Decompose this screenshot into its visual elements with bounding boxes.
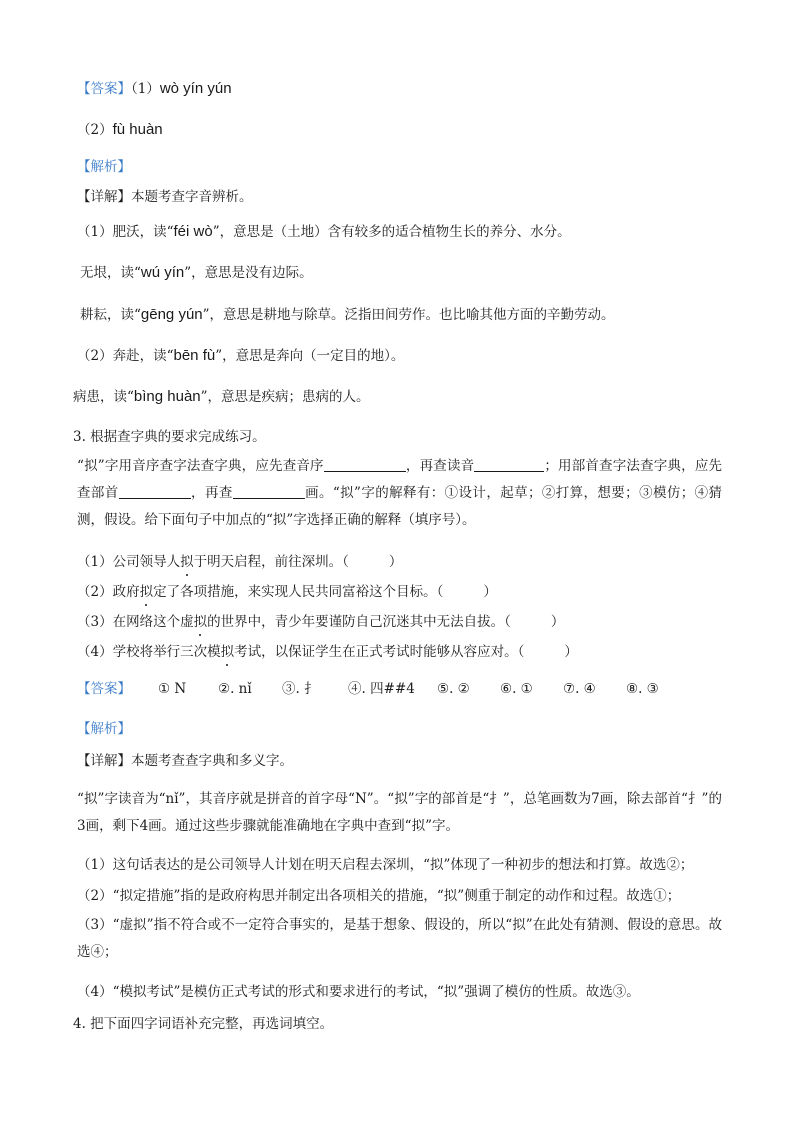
dotted-char: 拟 <box>180 554 194 570</box>
dotted-char: 拟 <box>139 584 154 600</box>
q3-exp4: （4）“模拟考试”是模仿正式考试的形式和要求进行的考试，“拟”强调了模仿的性质。故选③。 <box>77 984 640 1000</box>
q3-answer-8: ⑧. ③ <box>626 681 659 697</box>
blank-2[interactable] <box>474 457 544 472</box>
q3-stem: “拟”字用音序查字法查字典，应先查音序 ，再查读音 ；用部首查字法查字典，应先查部首 ，再查 画。“拟”字的解释有：①设计，起草；②打算，想要；③模仿；④猜测，假设。给下面句子中加点的“拟”字选择正确的解释（填序号）。 <box>77 458 723 528</box>
answer-label: 【答案】 <box>77 81 131 97</box>
q2-answer-line2: （2）fù huàn <box>77 121 163 138</box>
pinyin: fù huàn <box>112 121 163 138</box>
pinyin: wò yín yún <box>159 80 232 97</box>
dotted-char: 拟 <box>220 644 235 660</box>
q3-sentence-3: （3）在网络这个虚拟的世界中，青少年要谨防自己沉迷其中无法自拔。（ ） <box>77 614 565 630</box>
analysis-label: 【解析】 <box>77 159 131 175</box>
q2-answer-line1: 【答案】（1）wò yín yún <box>77 80 232 97</box>
q2-detail-line1: （1）肥沃，读“féi wò”，意思是（土地）含有较多的适合植物生长的养分、水分。 <box>77 223 571 240</box>
q3-analysis-label: 【解析】 <box>77 721 131 737</box>
q3-answer-1: ① N <box>158 681 187 697</box>
q2-detail-intro: 【详解】本题考查字音辨析。 <box>77 189 253 205</box>
blank-3[interactable] <box>119 484 191 499</box>
q3-answer-label: 【答案】 <box>77 681 131 697</box>
dotted-char: 拟 <box>193 614 208 630</box>
q3-detail-intro: 【详解】本题考查查字典和多义字。 <box>77 753 293 769</box>
detail-label: 【详解】 <box>77 189 131 205</box>
q2-detail-line5: 病患，读“bìng huàn”，意思是疾病；患病的人。 <box>73 388 370 405</box>
blank-4[interactable] <box>233 484 305 499</box>
q2-detail-line4: （2）奔赴，读“bēn fù”，意思是奔向（一定目的地）。 <box>77 347 405 364</box>
q3-para1: “拟”字读音为“nǐ”，其音序就是拼音的首字母“N”。“拟”字的部首是“扌”，总笔画数为7画，除去部首“扌”的3画，剩下4画。通过这些步骤就能准确地在字典中查到“拟”字。 <box>77 791 722 834</box>
q3-answer-4: ④. 四##4 <box>348 681 415 697</box>
blank-1[interactable] <box>324 457 406 472</box>
q3-sentence-4: （4）学校将举行三次模拟考试，以保证学生在正式考试时能够从容应对。（ ） <box>77 644 578 660</box>
q3-sentence-2: （2）政府拟定了各项措施，来实现人民共同富裕这个目标。（ ） <box>77 584 497 600</box>
q3-exp2: （2）“拟定措施”指的是政府构思并制定出各项相关的措施，“拟”侧重于制定的动作和过程。故选①； <box>77 888 681 904</box>
q3-answer-6: ⑥. ① <box>500 681 533 697</box>
q3-sentence-1: （1）公司领导人拟于明天启程，前往深圳。（ ） <box>77 554 403 570</box>
q3-answer-7: ⑦. ④ <box>563 681 596 697</box>
q2-detail-line3: 耕耘，读“gēng yún”，意思是耕地与除草。泛指田间劳作。也比喻其他方面的辛勤劳动。 <box>80 306 615 323</box>
q4-title: 4. 把下面四字词语补充完整，再选词填空。 <box>73 1016 334 1032</box>
q3-answer-3: ③. 扌 <box>282 681 318 697</box>
q3-title: 3. 根据查字典的要求完成练习。 <box>73 429 266 445</box>
q3-answer-2: ②. nǐ <box>218 681 252 697</box>
q3-exp3: （3）“虚拟”指不符合或不一定符合事实的，是基于想象、假设的，所以“拟”在此处有猜测、假设的意思。故选④； <box>77 917 722 960</box>
q2-detail-line2: 无垠，读“wú yín”，意思是没有边际。 <box>80 264 313 281</box>
q3-answer-5: ⑤. ② <box>437 681 470 697</box>
q3-exp1: （1）这句话表达的是公司领导人计划在明天启程去深圳，“拟”体现了一种初步的想法和打算。故选②； <box>77 857 694 873</box>
